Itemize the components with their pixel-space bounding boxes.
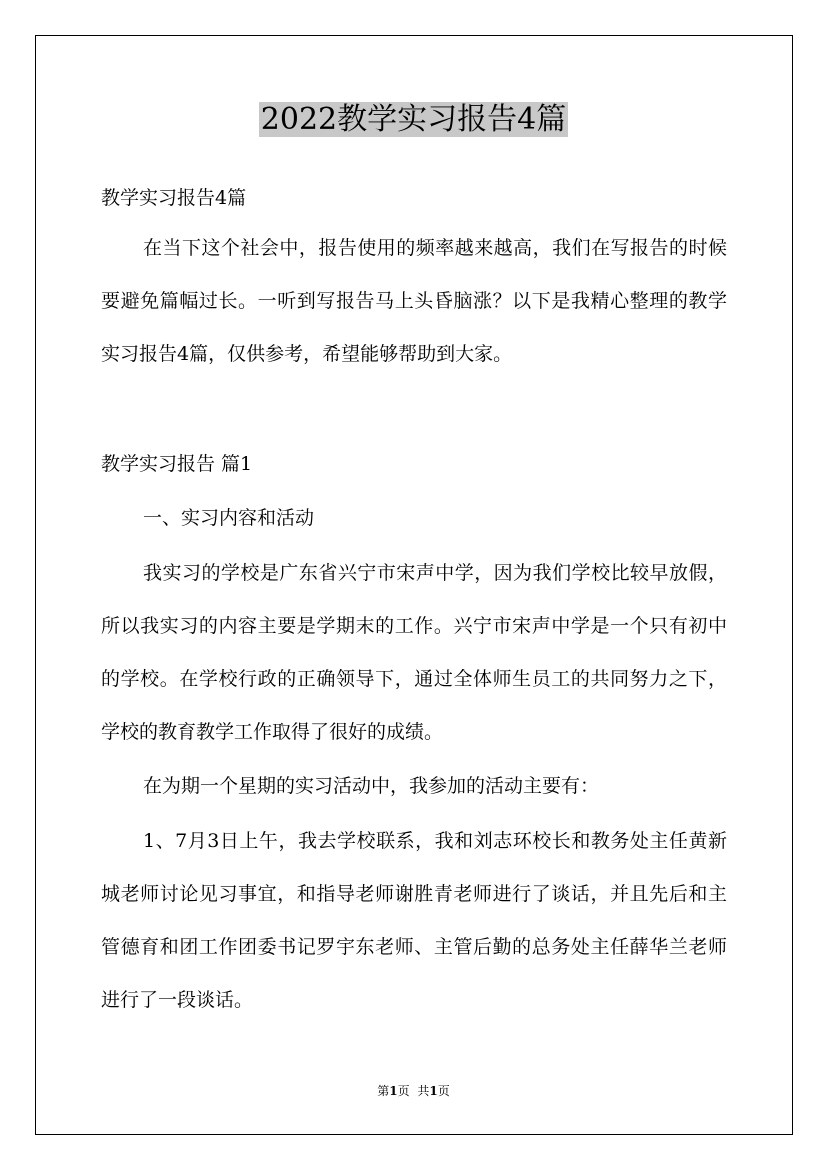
body-paragraph-3: 1、7月3日上午，我去学校联系，我和刘志环校长和教务处主任黄新城老师讨论见习事宜，和指导老师谢胜青老师进行了谈话，并且先后和主管德育和团工作团委书记罗宇东老师、主管后勤的总务处主任薛华兰老师进行了一段谈话。 (101, 830, 727, 1011)
document-title (0, 98, 827, 142)
footer-total-suffix: 页 (437, 1084, 450, 1098)
footer-page-number: 1 (389, 1084, 398, 1098)
footer-prefix: 第 (377, 1084, 390, 1098)
page-footer (0, 1083, 827, 1099)
intro-paragraph: 在当下这个社会中，报告使用的频率越来越高，我们在写报告的时候要避免篇幅过长。一听到写报告马上头昏脑涨？以下是我精心整理的教学实习报告4篇，仅供参考，希望能够帮助到大家。 (101, 237, 727, 365)
section-heading: 教学实习报告 篇1 (101, 453, 253, 475)
body-paragraph-1: 我实习的学校是广东省兴宁市宋声中学，因为我们学校比较早放假，所以我实习的内容主要是学期末的工作。兴宁市宋声中学是一个只有初中的学校。在学校行政的正确领导下，通过全体师生员工的共同努力之下，学校的教育教学工作取得了很好的成绩。 (101, 562, 727, 743)
footer-page-suffix: 页 (397, 1084, 410, 1098)
footer-total-pages: 1 (429, 1084, 438, 1098)
subheading: 一、实习内容和活动 (143, 507, 315, 529)
document-title-text: 2022教学实习报告4篇 (260, 102, 567, 137)
document-subtitle: 教学实习报告4篇 (101, 187, 247, 209)
footer-total-prefix: 共 (417, 1084, 430, 1098)
body-paragraph-2: 在为期一个星期的实习活动中，我参加的活动主要有： (143, 775, 600, 797)
